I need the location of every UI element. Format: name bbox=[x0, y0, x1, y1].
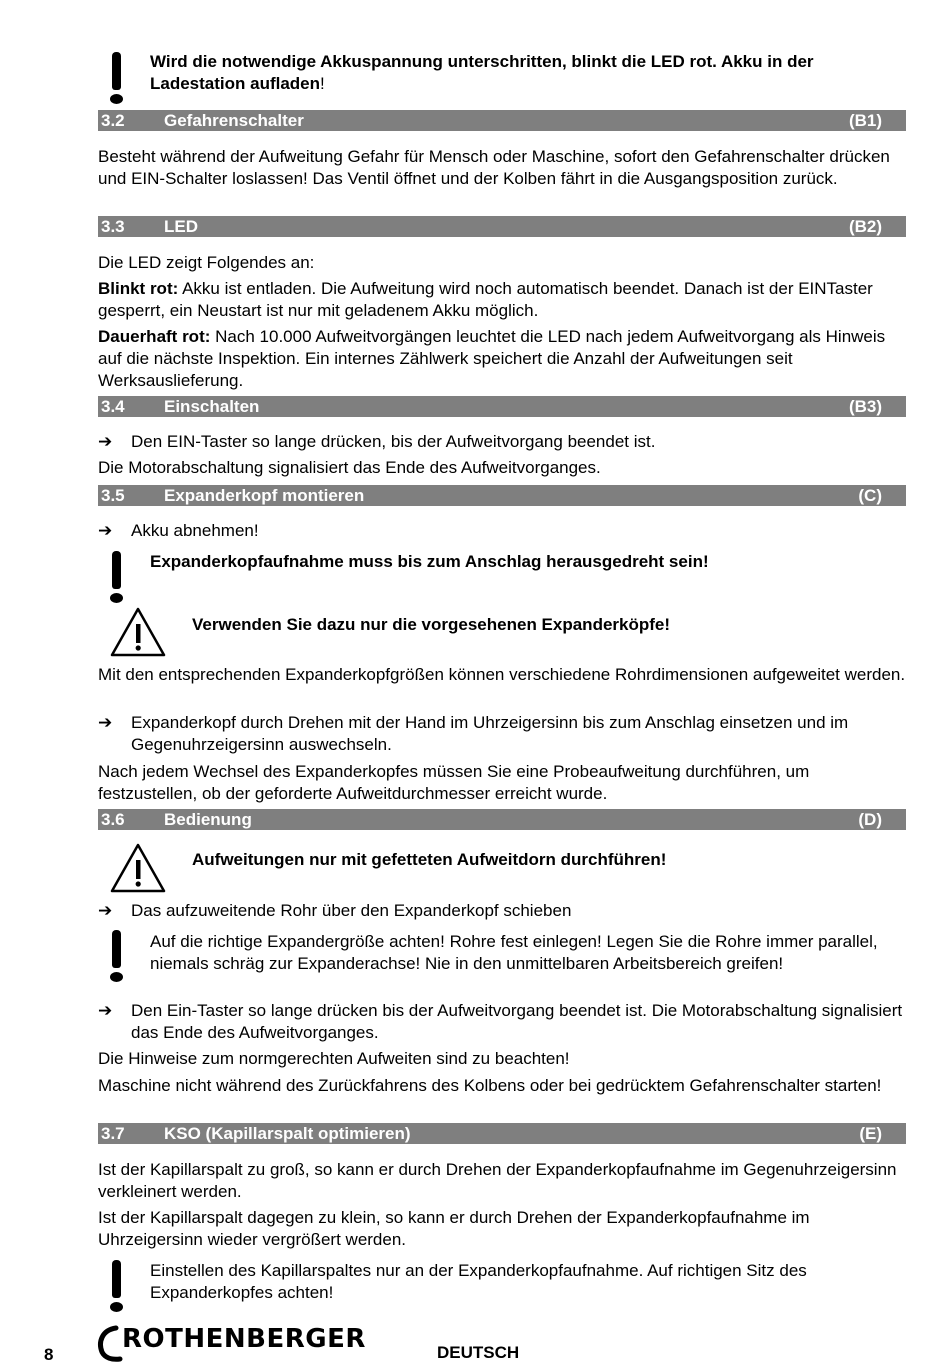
exclamation-icon bbox=[110, 52, 126, 104]
paragraph: Maschine nicht während des Zurückfahrens des Kolbens oder bei gedrücktem Gefahrenschalter starten! bbox=[98, 1076, 882, 1095]
note-expander-mount: Expanderkopfaufnahme muss bis zum Anschlag herausgedreht sein! bbox=[150, 552, 709, 571]
section-heading-3-3: 3.3 LED (B2) bbox=[98, 216, 906, 237]
brand-wordmark: ROTHENBERGER bbox=[122, 1324, 366, 1354]
arrow-right-icon: ➔ bbox=[98, 432, 113, 451]
note-expander-size: Auf die richtige Expandergröße achten! Rohre fest einlegen! Legen Sie die Rohre immer parallel, niemals schräg zur Expanderachse! Nie in den unmittelbaren Arbeitsbereich greifen! bbox=[150, 932, 878, 973]
paragraph: Besteht während der Aufweitung Gefahr für Mensch oder Maschine, sofort den Gefahrenschalter drücken und EIN-Schalter loslassen! Das Ventil öffnet und der Kolben fährt in die Ausgangsposition zurück. bbox=[98, 147, 890, 188]
paragraph-led-steady: Dauerhaft rot: Nach 10.000 Aufweitvorgängen leuchtet die LED nach jedem Aufweitvorgang als Hinweis auf die nächste Inspektion. Ein internes Zählwerk speichert die Anzahl der Aufweitungen seit Werksauslieferung. bbox=[98, 327, 886, 390]
exclamation-icon bbox=[110, 551, 126, 603]
paragraph: Ist der Kapillarspalt dagegen zu klein, so kann er durch Drehen der Expanderkopfaufnahme im Uhrzeigersinn wieder vergrößert werden. bbox=[98, 1208, 810, 1249]
warning-greased-mandrel: Aufweitungen nur mit gefetteten Aufweitdorn durchführen! bbox=[192, 850, 667, 869]
arrow-right-icon: ➔ bbox=[98, 901, 113, 920]
warning-triangle-icon bbox=[109, 842, 167, 894]
paragraph: Nach jedem Wechsel des Expanderkopfes müssen Sie eine Probeaufweitung durchführen, um festzustellen, ob der geforderte Aufweitdurchmesser erreicht wurde. bbox=[98, 762, 810, 803]
arrow-right-icon: ➔ bbox=[98, 521, 113, 540]
exclamation-icon bbox=[110, 930, 126, 982]
section-heading-3-5: 3.5 Expanderkopf montieren (C) bbox=[98, 485, 906, 506]
exclamation-icon bbox=[110, 1260, 126, 1312]
section-heading-3-2: 3.2 Gefahrenschalter (B1) bbox=[98, 110, 906, 131]
brand-logo bbox=[96, 1322, 366, 1362]
arrow-right-icon: ➔ bbox=[98, 713, 113, 732]
section-heading-3-7: 3.7 KSO (Kapillarspalt optimieren) (E) bbox=[98, 1123, 906, 1144]
paragraph: Die LED zeigt Folgendes an: bbox=[98, 253, 315, 272]
arrow-right-icon: ➔ bbox=[98, 1001, 113, 1020]
warning-triangle-icon bbox=[109, 606, 167, 658]
warning-expander-heads: Verwenden Sie dazu nur die vorgesehenen Expanderköpfe! bbox=[192, 615, 671, 634]
note-battery-voltage: Wird die notwendige Akkuspannung unterschritten, blinkt die LED rot. Akku in der Ladestation aufladen! bbox=[150, 52, 814, 93]
section-heading-3-4: 3.4 Einschalten (B3) bbox=[98, 396, 906, 417]
paragraph: Die Hinweise zum normgerechten Aufweiten sind zu beachten! bbox=[98, 1049, 570, 1068]
paragraph: Die Motorabschaltung signalisiert das Ende des Aufweitvorganges. bbox=[98, 458, 601, 477]
language-label: DEUTSCH bbox=[437, 1343, 520, 1362]
page-number: 8 bbox=[44, 1345, 54, 1364]
paragraph: Mit den entsprechenden Expanderkopfgrößen können verschiedene Rohrdimensionen aufgeweitet werden. bbox=[98, 665, 906, 684]
note-capillary-gap: Einstellen des Kapillarspaltes nur an der Expanderkopfaufnahme. Auf richtigen Sitz des Expanderkopfes achten! bbox=[150, 1261, 807, 1302]
section-heading-3-6: 3.6 Bedienung (D) bbox=[98, 809, 906, 830]
paragraph: Ist der Kapillarspalt zu groß, so kann er durch Drehen der Expanderkopfaufnahme im Gegenuhrzeigersinn verkleinert werden. bbox=[98, 1160, 897, 1201]
paragraph-led-blink: Blinkt rot: Akku ist entladen. Die Aufweitung wird noch automatisch beendet. Danach ist der EINTaster gesperrt, ein Neustart ist nur mit geladenem Akku möglich. bbox=[98, 279, 873, 320]
